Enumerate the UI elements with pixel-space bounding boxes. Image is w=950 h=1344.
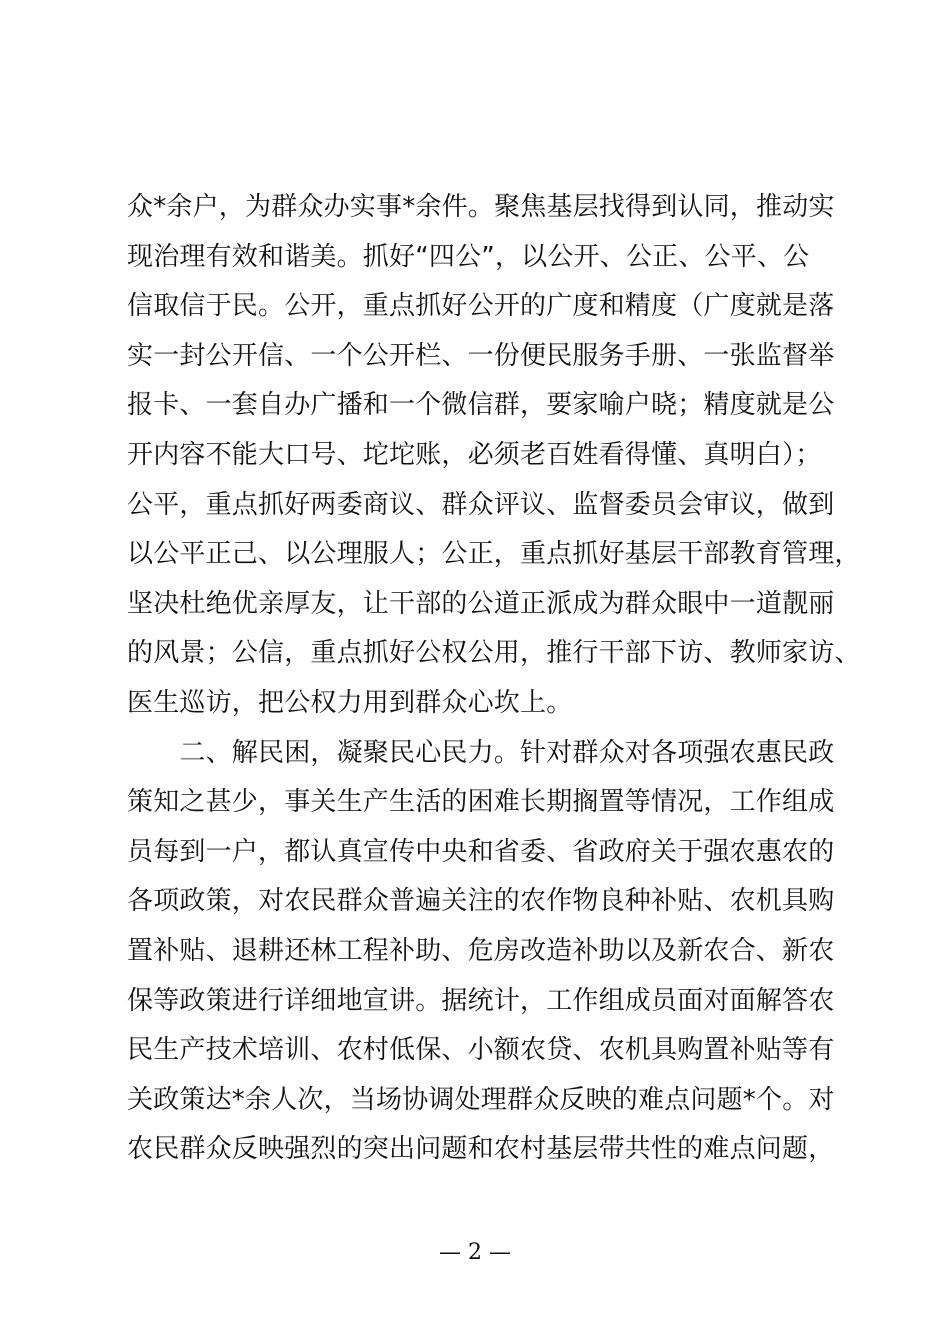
text-line: 员每到一户，都认真宣传中央和省委、省政府关于强农惠农的 [127, 836, 835, 867]
text-line: 坚决杜绝优亲厚友，让干部的公道正派成为群众眼中一道靓丽 [127, 588, 835, 619]
text-line: 开内容不能大口号、坨坨账，必须老百姓看得懂、真明白）； [127, 439, 822, 470]
text-line: 信取信于民。公开，重点抓好公开的广度和精度（广度就是落 [127, 291, 835, 322]
text-line: 报卡、一套自办广播和一个微信群，要家喻户晓；精度就是公 [127, 390, 835, 421]
text-line: 实一封公开信、一个公开栏、一份便民服务手册、一张监督举 [127, 340, 835, 371]
text-line: 保等政策进行详细地宣讲。据统计，工作组成员面对面解答农 [127, 985, 835, 1016]
text-line: 农民群众反映强烈的突出问题和农村基层带共性的难点问题， [127, 1134, 835, 1165]
text-line: 以公平正己、以公理服人；公正，重点抓好基层干部教育管理， [127, 539, 861, 570]
page-number: — 2 — [439, 1240, 511, 1265]
body-text [127, 183, 887, 1175]
text-line: 策知之甚少，事关生产生活的困难长期搁置等情况，工作组成 [127, 787, 835, 818]
text-line: 各项政策，对农民群众普遍关注的农作物良种补贴、农机具购 [127, 886, 835, 917]
text-line: 的风景；公信，重点抓好公权公用，推行干部下访、教师家访、 [127, 638, 861, 669]
text-line: 民生产技术培训、农村低保、小额农贷、农机具购置补贴等有 [127, 1035, 835, 1066]
text-line: 关政策达*余人次，当场协调处理群众反映的难点问题*个。对 [127, 1084, 835, 1115]
text-line: 二、解民困，凝聚民心民力。针对群众对各项强农惠民政 [127, 737, 835, 768]
text-line: 公平，重点抓好两委商议、群众评议、监督委员会审议，做到 [127, 489, 835, 520]
text-line: 现治理有效和谐美。抓好“四公”，以公开、公正、公平、公 [127, 241, 810, 272]
text-line: 众*余户，为群众办实事*余件。聚焦基层找得到认同，推动实 [127, 192, 835, 222]
text-line: 医生巡访，把公权力用到群众心坎上。 [127, 687, 573, 718]
text-line: 置补贴、退耕还林工程补助、危房改造补助以及新农合、新农 [127, 935, 835, 966]
